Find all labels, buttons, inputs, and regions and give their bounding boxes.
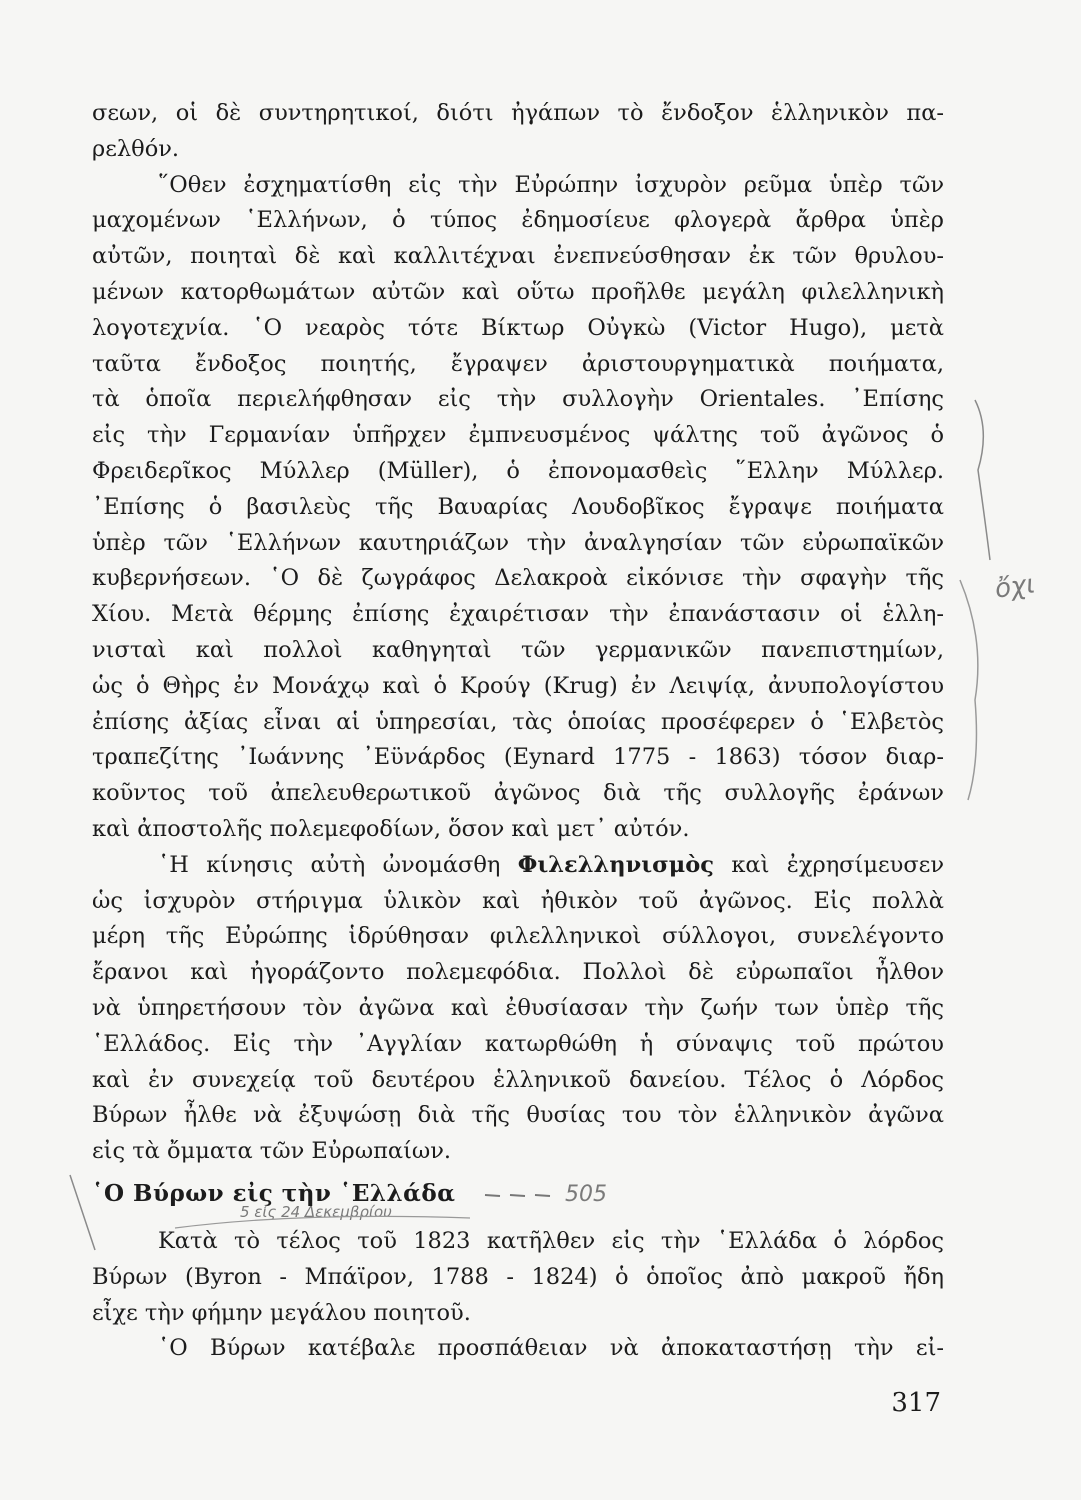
text-line: Βύρων (Byron - Μπάϊρον, 1788 - 1824) ὁ ὁποῖος ἀπὸ μακροῦ ἤδη xyxy=(92,1263,944,1290)
section-heading: ῾Ο Βύρων εἰς τὴν ῾Ελλάδα xyxy=(92,1180,456,1207)
text-line: εἰς τὴν Γερμανίαν ὑπῆρχεν ἐμπνευσμένος ψάλτης τοῦ ἀγῶνος ὁ xyxy=(92,422,944,449)
text-line: Χίου. Μετὰ θέρμης ἐπίσης ἐχαιρέτισαν τὴν ἐπανάστασιν οἱ ἑλλη- xyxy=(92,601,944,628)
text-line: Φρειδερῖκος Μύλλερ (Müller), ὁ ἐπονομασθεὶς ῞Ελλην Μύλλερ. xyxy=(92,457,944,484)
text-line: εἰς τὰ ὄμματα τῶν Εὐρωπαίων. xyxy=(92,1138,452,1165)
text-line: ὑπὲρ τῶν ῾Ελλήνων καυτηριάζων τὴν ἀναλγησίαν τῶν εὐρωπαϊκῶν xyxy=(92,529,944,556)
text-line: σεων, οἱ δὲ συντηρητικοί, διότι ἠγάπων τὸ ἔνδοξον ἑλληνικὸν πα- xyxy=(92,100,944,126)
text-line: Βύρων ἦλθε νὰ ἐξυψώσῃ διὰ τῆς θυσίας του τὸν ἑλληνικὸν ἀγῶνα xyxy=(92,1102,944,1129)
text-run: καὶ ἐχρησίμευσεν xyxy=(731,851,945,878)
text-line: νὰ ὑπηρετήσουν τὸν ἀγῶνα καὶ ἐθυσίασαν τὴν ζωήν των ὑπὲρ τῆς xyxy=(92,994,944,1021)
text-line: λογοτεχνία. ῾Ο νεαρὸς τότε Βίκτωρ Οὐγκὼ (Victor Hugo), μετὰ xyxy=(92,314,944,341)
text-run: ῾Η κίνησις αὐτὴ ὠνομάσθη xyxy=(158,851,501,878)
paragraph-start: ῾Ο Βύρων κατέβαλε προσπάθειαν νὰ ἀποκαταστήσῃ τὴν εἰ- xyxy=(158,1335,944,1362)
text-line: αὐτῶν, ποιηταὶ δὲ καὶ καλλιτέχναι ἐνεπνεύσθησαν ἐκ τῶν θρυλου- xyxy=(92,243,944,270)
text-line: καὶ ἀποστολῆς πολεμεφοδίων, ὅσον καὶ μετ᾽ αὐτόν. xyxy=(92,815,690,842)
bold-term: Φιλελληνισμὸς xyxy=(517,851,714,878)
text-line: ἐπίσης ἀξίας εἶναι αἱ ὑπηρεσίαι, τὰς ὁποίας προσέφερεν ὁ ῾Ελβετὸς xyxy=(92,708,944,735)
text-line: μέρη τῆς Εὐρώπης ἱδρύθησαν φιλελληνικοὶ σύλλογοι, συνελέγοντο xyxy=(92,923,944,950)
text-line: κυβερνήσεων. ῾Ο δὲ ζωγράφος Δελακροὰ εἰκόνισε τὴν σφαγὴν τῆς xyxy=(92,565,944,592)
paragraph-start xyxy=(92,848,944,884)
text-line: ρελθόν. xyxy=(92,135,180,162)
paragraph-start: Κατὰ τὸ τέλος τοῦ 1823 κατῆλθεν εἰς τὴν ῾Ελλάδα ὁ λόρδος xyxy=(158,1228,944,1254)
main-text xyxy=(92,96,944,1170)
handwritten-margin-note: ὄχι xyxy=(993,569,1037,605)
text-line: καὶ ἐν συνεχείᾳ τοῦ δευτέρου ἑλληνικοῦ δανείου. Τέλος ὁ Λόρδος xyxy=(92,1066,944,1093)
pencil-bracket-mark xyxy=(960,580,978,800)
text-line: ᾽Επίσης ὁ βασιλεὺς τῆς Βαυαρίας Λουδοβῖκος ἔγραψε ποιήματα xyxy=(92,493,944,520)
text-line: νισταὶ καὶ πολλοὶ καθηγηταὶ τῶν γερμανικῶν πανεπιστημίων, xyxy=(92,636,944,663)
text-line: ταῦτα ἔνδοξος ποιητής, ἔγραψεν ἀριστουργηματικὰ ποιήματα, xyxy=(92,350,944,377)
section-text xyxy=(92,1224,944,1367)
page-number: 317 xyxy=(891,1388,941,1418)
text-line: μαχομένων ῾Ελλήνων, ὁ τύπος ἐδημοσίευε φλογερὰ ἄρθρα ὑπὲρ xyxy=(92,207,944,234)
text-line: τὰ ὁποῖα περιελήφθησαν εἰς τὴν συλλογὴν Orientales. ᾽Επίσης xyxy=(92,386,944,413)
pencil-dash-mark xyxy=(485,1195,550,1196)
handwritten-date-note: 5 εἰς 24 Δεκεμβρίου xyxy=(240,1203,392,1221)
text-line: εἶχε τὴν φήμην μεγάλου ποιητοῦ. xyxy=(92,1299,471,1326)
text-line: ὡς ἰσχυρὸν στήριγμα ὑλικὸν καὶ ἠθικὸν τοῦ ἀγῶνος. Εἰς πολλὰ xyxy=(92,887,944,914)
text-line: ἔρανοι καὶ ἠγοράζοντο πολεμεφόδια. Πολλοὶ δὲ εὐρωπαῖοι ἦλθον xyxy=(92,959,944,986)
text-line: ὡς ὁ Θὴρς ἐν Μονάχῳ καὶ ὁ Κρούγ (Krug) ἐν Λειψίᾳ, ἀνυπολογίστου xyxy=(92,672,944,699)
pencil-bracket-mark xyxy=(975,400,990,560)
text-line: τραπεζίτης ᾽Ιωάννης ᾽Εϋνάρδος (Eynard 1775 - 1863) τόσον διαρ- xyxy=(92,744,944,771)
text-line: κοῦντος τοῦ ἀπελευθερωτικοῦ ἀγῶνος διὰ τῆς συλλογῆς ἐράνων xyxy=(92,780,944,807)
paragraph-start: ῞Οθεν ἐσχηματίσθη εἰς τὴν Εὐρώπην ἰσχυρὸν ρεῦμα ὑπὲρ τῶν xyxy=(158,171,944,198)
text-line: ῾Ελλάδος. Εἰς τὴν ᾽Αγγλίαν κατωρθώθη ἡ σύναψις τοῦ πρώτου xyxy=(92,1030,944,1057)
text-line: μένων κατορθωμάτων αὐτῶν καὶ οὕτω προῆλθε μεγάλη φιλελληνικὴ xyxy=(92,278,944,305)
handwritten-number-note: 505 xyxy=(565,1182,607,1207)
